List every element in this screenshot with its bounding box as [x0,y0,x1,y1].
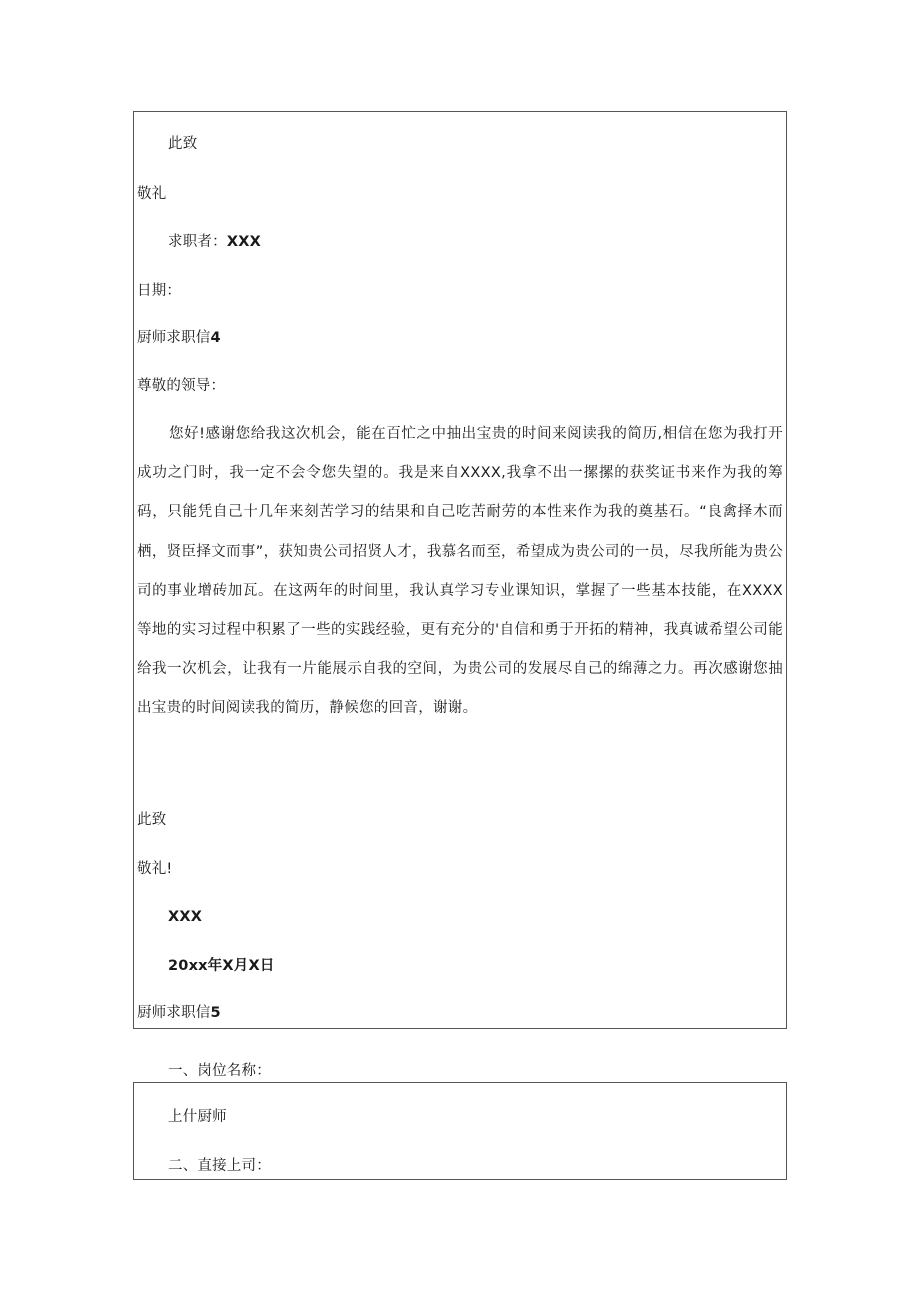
signature-name: XXX [168,909,203,925]
position-heading: 一、岗位名称： [168,1063,271,1079]
heading-number: 4 [210,330,221,346]
greeting-line: 尊敬的领导： [137,378,226,394]
salutation-line-2: 敬礼! [137,861,173,877]
position-value: 上什厨师 [168,1109,227,1125]
letter-body: 您好!感谢您给我这次机会，能在百忙之中抽出宝贵的时间来阅读我的简历,相信在您为我打开成功之门时，我一定不会令您失望的。我是来自XXXX,我拿不出一摞摞的获奖证书来作为我的筹码，只能凭自己十几年来刻苦学习的结果和自己吃苦耐劳的本性来作为我的奠基石。“良禽择木而栖，贤臣择文而事”，获知贵公司招贤人才，我慕名而至，希望成为贵公司的一员，尽我所能为贵公司的事业增砖加瓦。在这两年的时间里，我认真学习专业课知识，掌握了一些基本技能，在XXXX等地的实习过程中积累了一些的实践经验，更有充分的'自信和勇于开拓的精神，我真诚希望公司能给我一次机会，让我有一片能展示自我的空间，为贵公司的发展尽自己的绵薄之力。再次感谢您抽出宝贵的时间阅读我的简历，静候您的回音，谢谢。 [137,426,783,717]
supervisor-heading: 二、直接上司： [168,1158,271,1174]
section-heading-letter-4 [137,328,221,348]
heading-number: 5 [210,1005,221,1021]
heading-text: 厨师求职信 [137,1005,211,1021]
letter-date: 20xx年X月X日 [168,958,275,974]
salutation-line: 敬礼 [137,186,167,202]
closing-line: 此致 [168,136,198,152]
section-heading-letter-5 [137,1003,221,1023]
applicant-line [168,232,261,252]
heading-text: 厨师求职信 [137,330,211,346]
closing-line-2: 此致 [137,812,167,828]
applicant-name: XXX [226,234,261,250]
date-label: 日期： [137,283,182,299]
applicant-label: 求职者： [168,234,227,250]
